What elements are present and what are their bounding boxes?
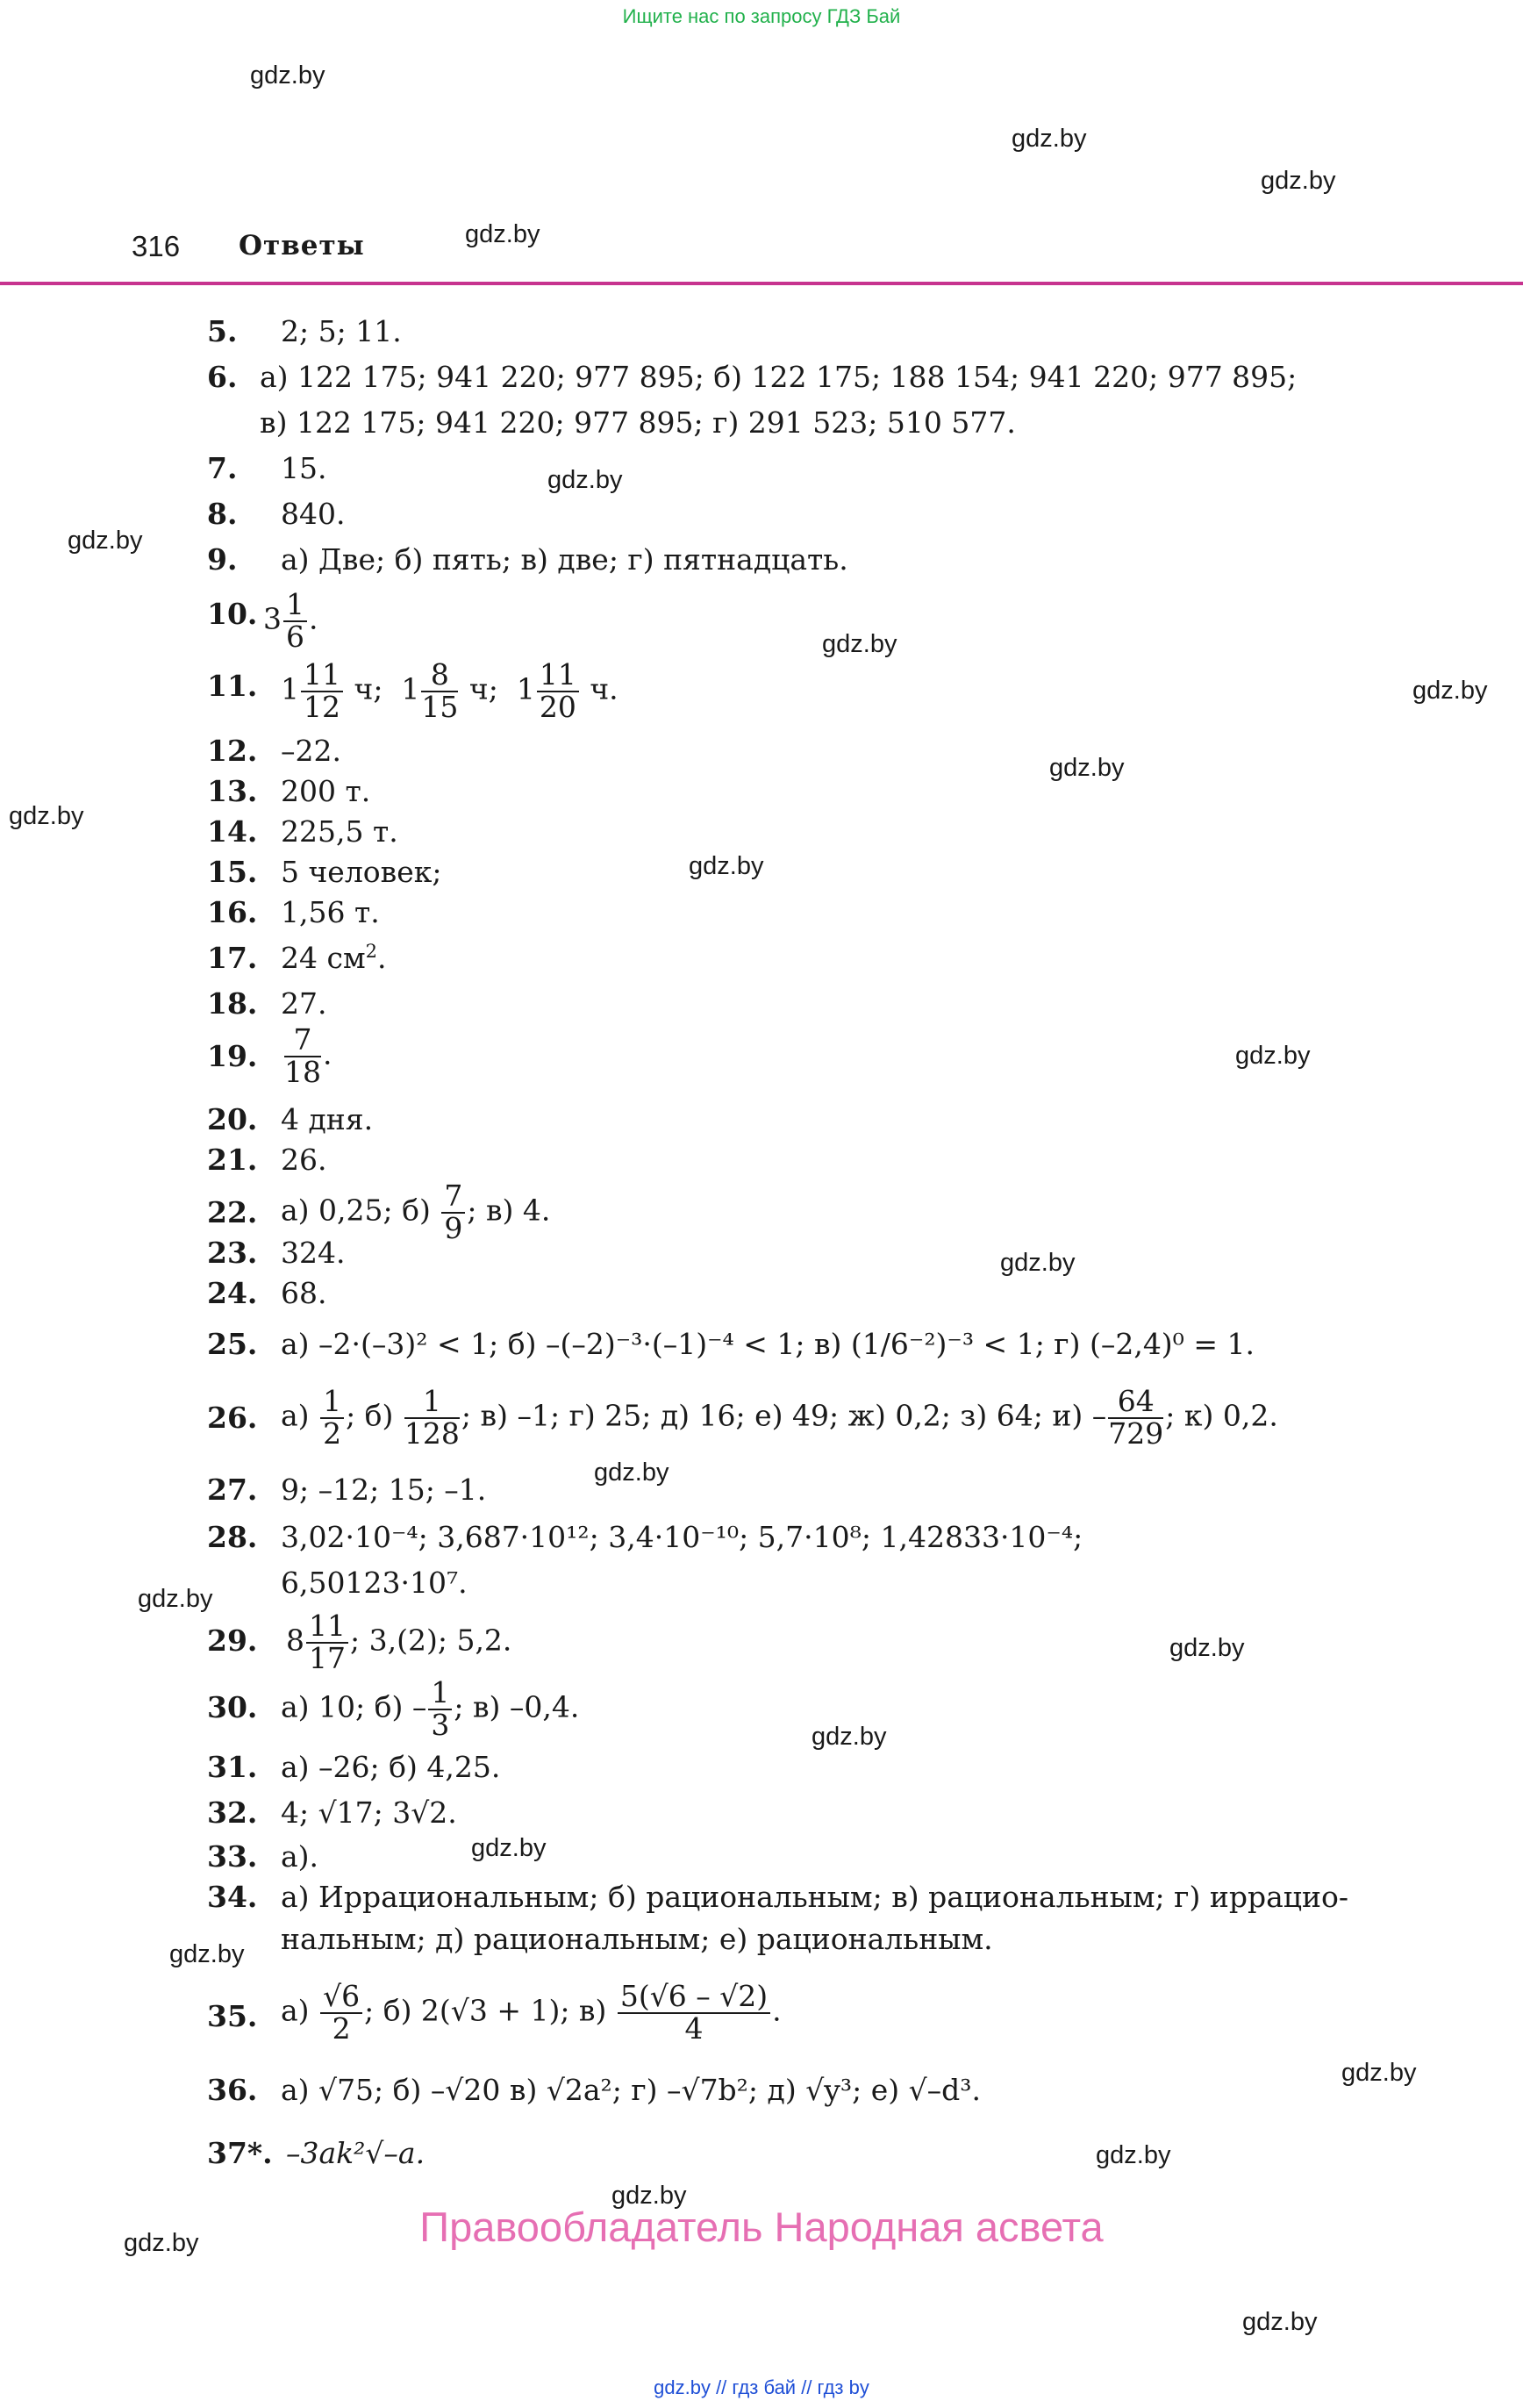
watermark: gdz.by (1261, 167, 1336, 195)
watermark: gdz.by (1169, 1634, 1245, 1662)
numerator: √6 (320, 1982, 362, 2014)
answer-text: 2; 5; 11. (281, 314, 402, 348)
answer-text: нальным; д) рациональным; е) рациональным. (281, 1922, 993, 1956)
watermark: gdz.by (138, 1585, 213, 1613)
watermark: gdz.by (1235, 1042, 1311, 1070)
fraction (320, 1384, 344, 1451)
answer-number: 35. (207, 1999, 258, 2033)
watermark: gdz.by (9, 802, 84, 830)
answer-value: а) 10; б) – (281, 1689, 427, 1724)
answer-text: 4 дня. (281, 1102, 374, 1136)
watermark: gdz.by (250, 61, 325, 90)
watermark: gdz.by (689, 852, 764, 880)
mixed-whole: 1 (281, 671, 299, 706)
denominator: 2 (332, 2010, 351, 2046)
numerator: 7 (284, 1025, 321, 1057)
answer-value: ; б) 2(√3 + 1); в) (364, 1993, 607, 2028)
fraction (421, 657, 459, 724)
answer-text: а) Иррациональным; б) рациональным; в) рациональным; г) иррацио- (281, 1880, 1348, 1914)
answer-number: 17. (207, 941, 258, 975)
answer-text: а). (281, 1839, 319, 1874)
denominator: 3 (431, 1707, 450, 1742)
answer-value: ; в) –1; г) 25; д) 16; е) 49; ж) 0,2; з) 64; и) – (461, 1398, 1107, 1433)
watermark: gdz.by (1049, 754, 1125, 782)
numerator: 1 (428, 1678, 452, 1710)
numerator: 7 (441, 1181, 465, 1214)
top-banner[interactable]: Ищите нас по запросу ГДЗ Бай (622, 5, 901, 27)
numerator: 5(√6 – √2) (618, 1982, 770, 2014)
answer-number: 22. (207, 1195, 258, 1229)
answer-text: а) –2·(–3)² < 1; б) –(–2)⁻³·(–1)⁻⁴ < 1; в) (1/6⁻²)⁻³ < 1; г) (–2,4)⁰ = 1. (281, 1327, 1255, 1361)
answer-number: 9. (207, 542, 238, 577)
unit: ч; (468, 671, 498, 706)
fraction (283, 587, 307, 654)
fraction (301, 657, 343, 724)
answer-number: 36. (207, 2073, 258, 2107)
denominator: 12 (304, 689, 340, 724)
numerator: 11 (306, 1611, 348, 1644)
section-title: Ответы (239, 230, 365, 262)
numerator: 1 (283, 590, 307, 622)
fraction (428, 1675, 452, 1742)
answer-number: 14. (207, 814, 258, 849)
unit: ч. (590, 671, 618, 706)
denominator: 729 (1108, 1415, 1164, 1451)
answer-text: –3ak²√–a. (286, 2136, 425, 2170)
answer-text: 200 т. (281, 774, 371, 808)
answer-number: 5. (207, 314, 238, 348)
fraction (441, 1181, 465, 1243)
answer-text (281, 1384, 1278, 1451)
mixed-whole: 3 (263, 601, 282, 636)
answer-number: 6. (207, 360, 238, 394)
answer-number: 21. (207, 1143, 258, 1177)
answer-number: 24. (207, 1276, 258, 1310)
watermark: gdz.by (68, 527, 143, 555)
answer-value: ; к) 0,2. (1165, 1398, 1278, 1433)
fraction (537, 657, 579, 724)
denominator: 6 (286, 619, 304, 654)
denominator: 20 (539, 689, 576, 724)
answer-number: 11. (207, 669, 258, 703)
answer-value: а) 0,25; б) (281, 1193, 431, 1228)
denominator: 128 (404, 1415, 460, 1451)
answer-text (281, 657, 618, 724)
answer-text: 26. (281, 1143, 327, 1177)
answer-number: 28. (207, 1520, 258, 1554)
header-rule (0, 282, 1523, 285)
denominator: 15 (421, 689, 459, 724)
denominator: 9 (444, 1210, 463, 1245)
watermark: gdz.by (465, 220, 540, 248)
mixed-whole: 1 (516, 671, 535, 706)
footer-links[interactable]: gdz.by // гдз бай // гдз by (654, 2376, 869, 2398)
answer-value: . (772, 1993, 782, 2028)
answer-text: а) –26; б) 4,25. (281, 1750, 501, 1784)
watermark: gdz.by (1096, 2141, 1171, 2169)
page-number: 316 (132, 230, 181, 262)
answer-text: 3,02·10⁻⁴; 3,687·10¹²; 3,4·10⁻¹⁰; 5,7·10⁸; 1,42833·10⁻⁴; (281, 1520, 1083, 1554)
answer-value: ; 3,(2); 5,2. (350, 1623, 512, 1658)
fraction (320, 1979, 362, 2046)
fraction (1108, 1384, 1164, 1451)
numerator: 1 (404, 1387, 460, 1419)
answer-number: 31. (207, 1750, 258, 1784)
answer-text (281, 1675, 580, 1742)
answer-number: 26. (207, 1401, 258, 1435)
answer-number: 29. (207, 1623, 258, 1658)
unit: ч; (354, 671, 383, 706)
answer-number: 33. (207, 1839, 258, 1874)
answer-text: а) Две; б) пять; в) две; г) пятнадцать. (281, 542, 848, 577)
watermark: gdz.by (169, 1940, 245, 1968)
answer-text: 1,56 т. (281, 895, 380, 929)
answer-value: ; б) (346, 1398, 394, 1433)
exponent: 2 (365, 941, 378, 962)
answer-number: 19. (207, 1039, 258, 1073)
answer-number: 16. (207, 895, 258, 929)
watermark: gdz.by (1412, 677, 1488, 705)
answer-number: 13. (207, 774, 258, 808)
numerator: 11 (537, 660, 579, 692)
fraction (404, 1384, 460, 1451)
answer-text: –22. (281, 734, 341, 768)
answer-text: 5 человек; (281, 855, 442, 889)
fraction (618, 1979, 770, 2046)
answer-text: 6,50123·10⁷. (281, 1566, 468, 1600)
watermark: gdz.by (471, 1834, 547, 1862)
numerator: 11 (301, 660, 343, 692)
numerator: 64 (1108, 1387, 1163, 1419)
watermark: gdz.by (547, 466, 623, 494)
answer-text: $\frac{7}{18}$ . (284, 1022, 332, 1089)
denominator: 18 (284, 1054, 321, 1089)
numerator: 1 (320, 1387, 344, 1419)
fraction (284, 1022, 321, 1089)
answer-text: 15. (281, 451, 327, 485)
watermark: gdz.by (1341, 2059, 1417, 2087)
mixed-whole: 8 (286, 1623, 304, 1658)
denominator: 2 (323, 1415, 342, 1451)
answer-number: 8. (207, 497, 238, 531)
answer-text: 225,5 т. (281, 814, 398, 849)
answer-text: 4; √17; 3√2. (281, 1795, 457, 1830)
answer-text: в) 122 175; 941 220; 977 895; г) 291 523; 510 577. (260, 405, 1016, 440)
answer-number: 10. (207, 597, 258, 631)
answer-number: 20. (207, 1102, 258, 1136)
answer-text: 324. (281, 1236, 346, 1270)
answer-number: 25. (207, 1327, 258, 1361)
answer-text: 27. (281, 986, 327, 1021)
answer-number: 23. (207, 1236, 258, 1270)
answer-text: 3 $\frac{1}{6}$ . (263, 587, 318, 654)
answer-text (286, 1611, 511, 1673)
watermark: gdz.by (1000, 1249, 1076, 1277)
answer-text: а) 122 175; 941 220; 977 895; б) 122 175; 188 154; 941 220; 977 895; (260, 360, 1298, 394)
watermark: gdz.by (1012, 125, 1087, 153)
answer-number: 27. (207, 1473, 258, 1507)
fraction (306, 1611, 348, 1673)
numerator: 8 (421, 660, 458, 692)
answer-text: 9; –12; 15; –1. (281, 1473, 487, 1507)
answer-value: 24 см (281, 941, 366, 975)
answer-value: ; в) 4. (467, 1193, 551, 1228)
answer-text (281, 1979, 782, 2046)
answer-text (281, 1181, 550, 1243)
watermark: gdz.by (594, 1458, 669, 1487)
answer-value: ; в) –0,4. (454, 1689, 580, 1724)
answer-number: 37*. (207, 2136, 273, 2170)
answer-number: 18. (207, 986, 258, 1021)
watermark: gdz.by (611, 2182, 687, 2210)
watermark: gdz.by (124, 2229, 199, 2257)
answer-value: а) (281, 1398, 310, 1433)
answer-value: а) (281, 1993, 310, 2028)
watermark: gdz.by (812, 1723, 887, 1751)
answer-number: 34. (207, 1880, 258, 1914)
answer-text: 24 $см^2$. (281, 941, 387, 975)
answer-number: 7. (207, 451, 238, 485)
watermark: gdz.by (822, 630, 897, 658)
watermark: gdz.by (1242, 2308, 1318, 2336)
answer-number: 32. (207, 1795, 258, 1830)
answer-text: а) √75; б) –√20 в) √2a²; г) –√7b²; д) √y³; е) √–d³. (281, 2073, 981, 2107)
mixed-whole: 1 (401, 671, 420, 706)
denominator: 4 (684, 2010, 704, 2046)
answer-number: 30. (207, 1690, 258, 1724)
answer-number: 12. (207, 734, 258, 768)
answer-text: 68. (281, 1276, 327, 1310)
answer-number: 15. (207, 855, 258, 889)
copyright-notice: Правообладатель Народная асвета (419, 2204, 1104, 2250)
denominator: 17 (309, 1640, 346, 1675)
answer-text: 840. (281, 497, 346, 531)
